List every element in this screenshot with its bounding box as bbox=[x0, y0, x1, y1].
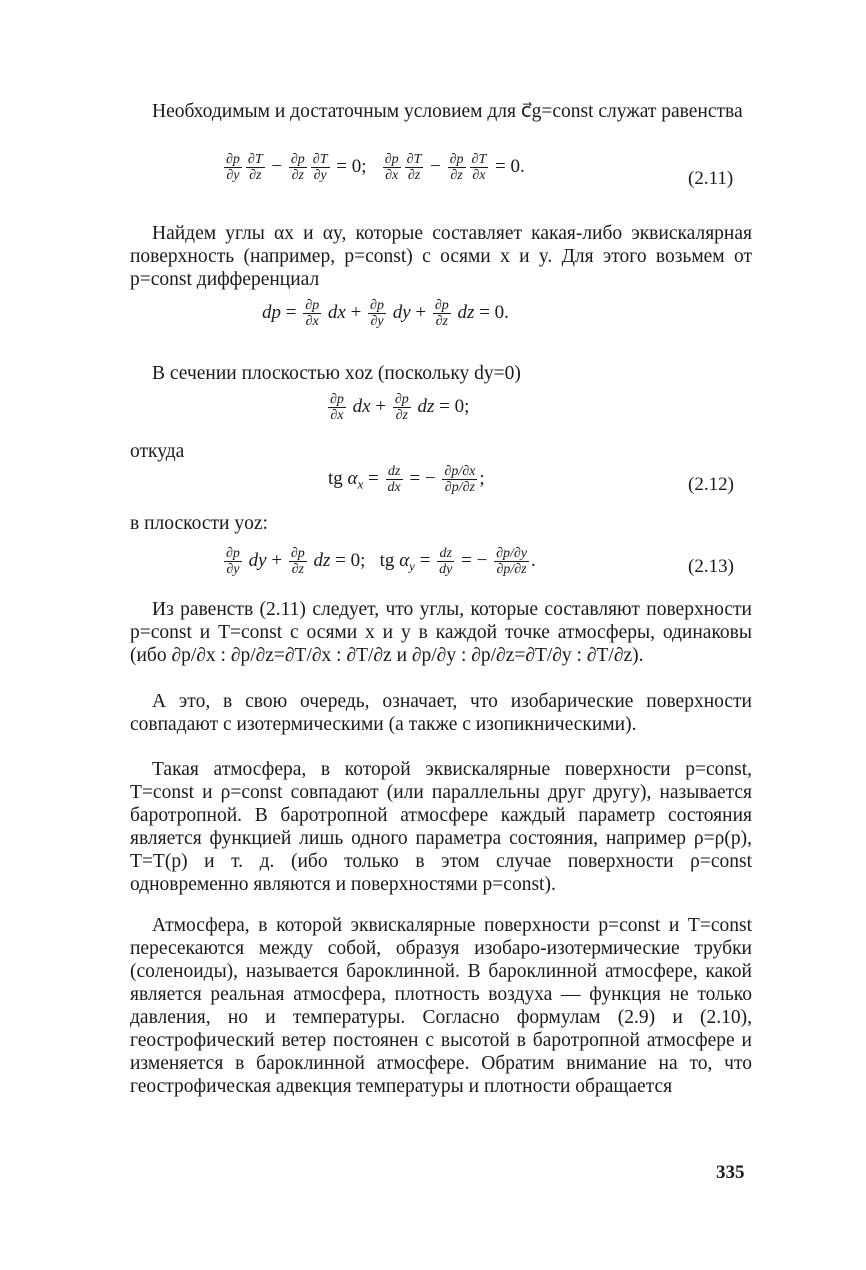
equation-2-11: $\frac{\partial p}{\partial y}$ $\frac{\partial T}{\partial z}$ − $\frac{\partial p}{\partial z}$ $\frac{\partial T}{\partial y}$ = 0; $\frac{\partial p}{\partial x}$ $\frac{\partial T}{\partial z}$ − $\frac{\partial p}{\partial z}$ $\frac{\partial T}{\partial x}$ = 0. bbox=[226, 152, 525, 183]
paragraph-text: В сечении плоскостью xoz (поскольку dy=0) bbox=[152, 363, 521, 384]
equation-xoz: $\frac{\partial p}{\partial x}$ dx + $\frac{\partial p}{\partial z}$ dz = 0; bbox=[330, 392, 470, 423]
paragraph-text: Из равенств (2.11) следует, что углы, которые составляют поверхности p=const и T=const с осями x и y в каждой точке атмосферы, одинаковы (ибо ∂p/∂x : ∂p/∂z=∂T/∂x : ∂T/∂z и ∂p/∂y : ∂p/∂z=∂T/∂y : ∂T/∂z). bbox=[130, 599, 752, 666]
paragraph-text: Необходимым и достаточным условием для c⃗g=const служат равенства bbox=[152, 101, 743, 122]
label-otkuda: откуда bbox=[130, 441, 185, 462]
equation-differential: dp = $\frac{\partial p}{\partial x}$ dx + $\frac{\partial p}{\partial y}$ dy + $\frac{\partial p}{\partial z}$ dz = 0. bbox=[262, 298, 509, 329]
paragraph-text: А это, в свою очередь, означает, что изобарические поверхности совпадают с изотермическими (а также с изопикническими). bbox=[130, 691, 752, 735]
paragraph-angles bbox=[130, 222, 752, 291]
label-plane-yoz: в плоскости yoz: bbox=[130, 513, 268, 534]
paragraph-barotropic bbox=[130, 758, 752, 896]
paragraph-from-equalities bbox=[130, 598, 752, 667]
paragraph-isobaric bbox=[130, 690, 752, 736]
equation-number-2-13: (2.13) bbox=[688, 556, 734, 577]
equation-2-13: $\frac{\partial p}{\partial y}$ dy + $\frac{\partial p}{\partial z}$ dz = 0; tg $\alpha_y$ = $\frac{dz}{dy}$ = − $\frac{\partial p/\partial y}{\partial p/\partial z}$ . bbox=[226, 546, 536, 577]
paragraph-text: Найдем углы αx и αy, которые составляет какая-либо эквискалярная поверхность (например, p=const) с осями x и y. Для этого возьмем от p=const дифференциал bbox=[130, 223, 752, 290]
paragraph-condition bbox=[130, 100, 752, 123]
paragraph-text: Такая атмосфера, в которой эквискалярные поверхности p=const, T=const и ρ=const совпадают (или параллельны друг другу), называется баротропной. В баротропной атмосфере каждый параметр состояния является функцией лишь одного параметра состояния, например ρ=ρ(p), T=T(p) и т. д. (ибо только в этом случае поверхности ρ=const одновременно являются и поверхностями p=const). bbox=[130, 759, 752, 895]
equation-2-12: tg $\alpha_x$ = $\frac{dz}{dx}$ = − $\frac{\partial p/\partial x}{\partial p/\partial z}$ ; bbox=[328, 464, 485, 495]
paragraph-baroclinic bbox=[130, 914, 752, 1098]
paragraph-section-xoz bbox=[130, 362, 752, 385]
equation-number-2-11: (2.11) bbox=[688, 168, 734, 189]
equation-number-2-12: (2.12) bbox=[688, 474, 734, 495]
page-number: 335 bbox=[716, 1162, 745, 1183]
paragraph-text: Атмосфера, в которой эквискалярные поверхности p=const и T=const пересекаются между собой, образуя изобаро-изотермические трубки (соленоиды), называется бароклинной. В бароклинной атмосфере, какой является реальная атмосфера, плотность воздуха — функция не только давления, но и температуры. Согласно формулам (2.9) и (2.10), геострофический ветер постоянен с высотой в баротропной атмосфере и изменяется в бароклинной атмосфере. Обратим внимание на то, что геострофическая адвекция температуры и плотности обращается bbox=[130, 915, 752, 1097]
